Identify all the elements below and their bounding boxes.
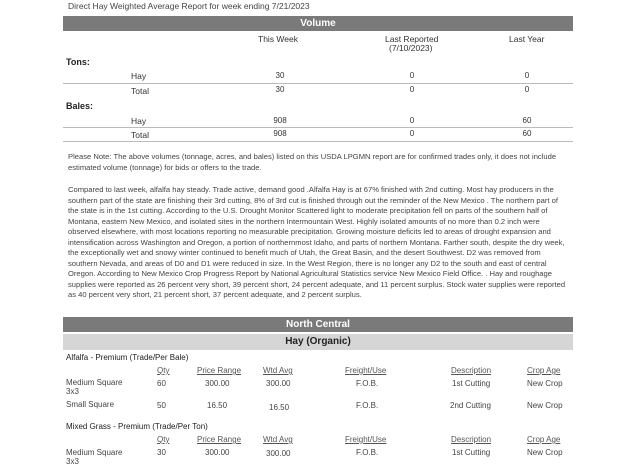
- market-commentary: Compared to last week, alfalfa hay steady. Trade active, demand good .Alfalfa Hay is at 67% finished with 2nd cutting. Most hay producers in the southern part of the state are finishing their 3rd cutting, 8% of 3rd cut is finished through out the reminder of the New Mexico . The northern part of the state is in the 1st cutting. According to the U.S. Drought Monitor Scattered light to moderate precipitation fell on parts of the southern half of Montana, eastern New Mexico, and isolated sites in the northern Intermountain West. Highly isolated amounts of no more than 0.2 inch were observed elsewhere, with most locations reporting no measurable precipitation. Growing moisture deficits led to areas of drought expansion and intensification across Washington and Oregon, a portion of northernmost Idaho, and parts of northern Montana. Farther south, despite the dry week, the exceptionally wet and snowy winter continued to benefit much of Utah, the Great Basin, and the desert Southwest. D2 was removed from southern Nevada, and areas of D0 and D1 were reduced in size. In the West Region, there is no longer any D2 to the south and east of central Oregon. According to New Mexico Crop Progress Report by National Agricultural Statistics service New Mexico Field Office. . Hay and roughage supplies were reported as 26 percent very short, 39 percent short, 24 percent adequate, and 11 percent surplus. Stock water supplies were reported as 40 percent very short, 21 percent short, 37 percent adequate, and 2 percent surplus.: [68, 185, 566, 299]
- tons-label: Tons:: [66, 57, 90, 67]
- tons-hay-last-reported: 0: [409, 71, 415, 80]
- col-last-reported: Last Reported: [385, 34, 439, 44]
- col-qty: Qty: [157, 366, 170, 375]
- row-price-range: 300.00: [205, 448, 230, 457]
- volume-header: Volume: [63, 16, 573, 31]
- tons-total-this-week: 30: [275, 85, 285, 94]
- row-description: 1st Cutting: [452, 448, 491, 457]
- row-price-range: 16.50: [207, 401, 228, 410]
- row-freight: F.O.B.: [356, 448, 379, 457]
- divider: [63, 83, 573, 84]
- col-last-reported-date: (7/10/2023): [389, 43, 433, 53]
- col-price-range: Price Range: [197, 435, 242, 444]
- tons-total-last-year: 0: [524, 85, 530, 94]
- tons-total-last-reported: 0: [409, 85, 415, 94]
- report-title: Direct Hay Weighted Average Report for week ending 7/21/2023: [68, 1, 310, 11]
- bales-total-this-week: 908: [273, 129, 287, 138]
- col-crop-age: Crop Age: [527, 435, 561, 444]
- region-header: North Central: [63, 317, 573, 332]
- bales-hay-last-year: 60: [522, 116, 532, 125]
- row-freight: F.O.B.: [356, 379, 379, 388]
- col-wtd-avg: Wtd Avg: [263, 435, 293, 444]
- bales-hay-last-reported: 0: [409, 116, 415, 125]
- row-price-range: 300.00: [205, 379, 230, 388]
- row-wtd-avg: 300.00: [266, 379, 291, 388]
- row-crop-age: New Crop: [527, 448, 563, 457]
- tons-hay-label: Hay: [131, 71, 147, 81]
- row-freight: F.O.B.: [356, 401, 379, 410]
- col-freight-use: Freight/Use: [345, 366, 387, 375]
- row-item-size: 3x3: [66, 457, 79, 466]
- col-qty: Qty: [157, 435, 170, 444]
- bales-total-last-reported: 0: [409, 129, 415, 138]
- tons-hay-this-week: 30: [275, 71, 285, 80]
- row-qty: 50: [157, 401, 166, 410]
- tons-total-label: Total: [131, 86, 149, 96]
- row-wtd-avg: 300.00: [266, 449, 291, 458]
- row-item: Small Square: [66, 400, 115, 409]
- col-freight-use: Freight/Use: [345, 435, 387, 444]
- col-last-year: Last Year: [509, 34, 545, 44]
- row-description: 1st Cutting: [452, 379, 491, 388]
- bales-hay-label: Hay: [131, 116, 147, 126]
- col-description: Description: [451, 435, 492, 444]
- row-qty: 60: [157, 379, 166, 388]
- row-wtd-avg: 16.50: [269, 403, 290, 412]
- tons-hay-last-year: 0: [524, 71, 530, 80]
- row-item: Medium Square: [66, 378, 123, 387]
- row-crop-age: New Crop: [527, 379, 563, 388]
- col-wtd-avg: Wtd Avg: [263, 366, 293, 375]
- volume-note: Please Note: The above volumes (tonnage, acres, and bales) listed on this USDA LPGMN report are for confirmed trades only, it does not include estimated volume (tonnage) for bids or offers to the trade.: [68, 152, 557, 172]
- divider: [63, 141, 573, 142]
- col-description: Description: [451, 366, 492, 375]
- section-title-alfalfa: Alfalfa - Premium (Trade/Per Bale): [66, 353, 189, 362]
- row-crop-age: New Crop: [527, 401, 563, 410]
- section-title-mixed-grass: Mixed Grass - Premium (Trade/Per Ton): [66, 422, 208, 431]
- divider: [63, 127, 573, 128]
- col-this-week: This Week: [258, 34, 298, 44]
- bales-hay-this-week: 908: [273, 116, 287, 125]
- col-crop-age: Crop Age: [527, 366, 561, 375]
- col-price-range: Price Range: [197, 366, 242, 375]
- bales-total-last-year: 60: [522, 129, 532, 138]
- row-description: 2nd Cutting: [450, 401, 491, 410]
- row-item-size: 3x3: [66, 387, 79, 396]
- row-item: Medium Square: [66, 448, 123, 457]
- row-qty: 30: [157, 448, 166, 457]
- commodity-subheader: Hay (Organic): [63, 334, 573, 350]
- bales-label: Bales:: [66, 101, 94, 111]
- bales-total-label: Total: [131, 130, 149, 140]
